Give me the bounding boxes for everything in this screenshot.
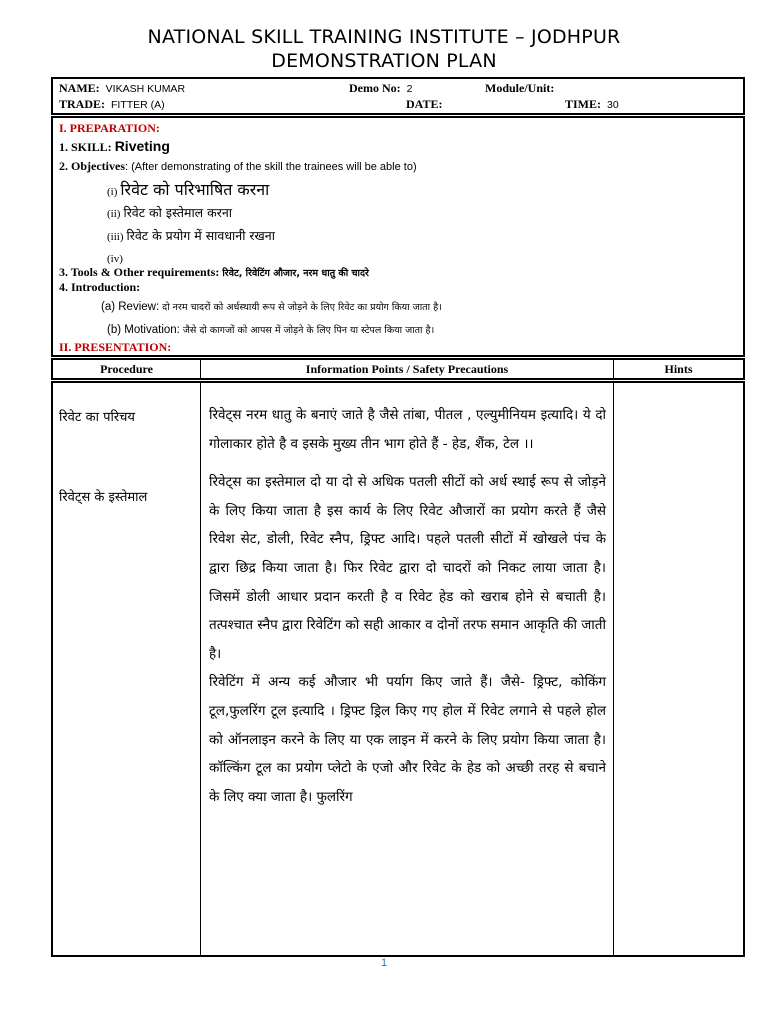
name-label: NAME: [59,81,100,95]
presentation-heading: II. PRESENTATION: [59,340,172,354]
objective-item: (ii) रिवेट को इस्तेमाल करना [107,205,233,220]
date-label: DATE: [406,97,443,111]
objective-item: (i) रिवेट को परिभाषित करना [107,180,270,199]
preparation-heading: I. PREPARATION: [59,121,160,135]
objectives-label: 2. Objectives [59,159,125,173]
skill-label: 1. SKILL: [59,140,112,154]
trade-field [59,97,165,112]
tools-line [59,265,369,280]
tools-value: रिवेट, रिवेटिंग औजार, नरम धातु की चादरे [222,268,369,279]
tools-label: 3. Tools & Other requirements: [59,265,220,279]
info-paragraph: रिवेट्स का इस्तेमाल दो या दो से अधिक पतली सीटों को अर्ध स्थाई रूप से जोड़ने के लिए किया जाता है इस कार्य के लिए रिवेट औजारों का प्रयोग करते हैं जैसे रिवेश सेट, डोली, रिवेट स्नैप, ड्रिफ्ट आदि। पहले पतली सीटों में खोखले पंच के द्वारा छिद्र किया जाता है। फिर रिवेट द्वारा दो चादरों को निकट लाया जाता है। जिसमें डोली आधार प्रदान करती है व रिवेट हेड को खराब होने से बचाती है। तत्पश्चात स्नैप द्वारा रिवेटिंग को सही आकार व दोनों तरफ समान आकृति की जाती है। [209,474,606,662]
preparation-section [51,116,745,357]
procedure-item: रिवेट्स के इस्तेमाल [59,490,148,505]
institute-title: NATIONAL SKILL TRAINING INSTITUTE – JODHPUR [147,26,621,48]
page-number: 1 [380,957,388,969]
introduction-label: 4. Introduction: [59,280,141,294]
plan-title: DEMONSTRATION PLAN [271,50,497,72]
column-divider [613,383,614,955]
review-label: (a) Review: [101,301,160,313]
name-value: VIKASH KUMAR [105,83,186,95]
time-label: TIME: [565,97,601,111]
objectives-note: : (After demonstrating of the skill the trainees will be able to) [124,161,417,173]
column-divider [200,383,201,955]
motivation-text: जैसे दो कागजों को आपस में जोड़ने के लिए पिन या स्टेपल किया जाता है। [182,325,435,336]
name-field [59,81,185,96]
table-header [51,358,745,380]
review-text: दो नरम चादरों को अर्धस्थायी रूप से जोड़ने के लिए रिवेट का प्रयोग किया जाता है। [162,302,442,313]
col-procedure: Procedure [100,362,153,376]
demo-field [349,81,413,96]
review-line [101,299,442,314]
skill-value: Riveting [114,138,170,154]
skill-line [59,138,170,155]
table-body [51,381,745,957]
date-field [406,97,442,112]
trade-label: TRADE: [59,97,106,111]
module-label: Module/Unit: [485,81,555,95]
objective-item: (iv) [107,253,123,265]
motivation-label: (b) Motivation: [107,324,180,336]
info-points [209,401,606,811]
demo-value: 2 [406,83,413,95]
header-box [51,77,745,115]
objectives-line [59,159,417,174]
motivation-line [107,322,434,337]
col-info: Information Points / Safety Precautions [305,362,509,376]
time-field [565,97,619,112]
procedure-item: रिवेट का परिचय [59,410,135,425]
module-field [485,81,554,96]
col-hints: Hints [664,362,693,376]
info-paragraph: रिवेटिंग में अन्य कई औजार भी पर्याग किए जाते हैं। जैसे- ड्रिफ्ट, कोकिंग टूल,फुलरिंग टूल इत्यादि । ड्रिफ्ट ड्रिल किए गए होल में रिवेट लगाने से पहले होल को ऑनलाइन करने के लिए या एक लाइन में करने के लिए प्रयोग किया जाता है। कॉल्किंग टूल का प्रयोग प्लेटो के एजो और रिवेट के हेड को अच्छी तरह से बचाने के लिए क्या जाता है। फुलरिंग [209,674,606,805]
demo-label: Demo No: [349,81,401,95]
time-value: 30 [607,99,619,111]
objective-item: (iii) रिवेट के प्रयोग में सावधानी रखना [107,228,275,243]
trade-value: FITTER (A) [111,99,165,111]
info-paragraph: रिवेट्स नरम धातु के बनाएं जाते है जैसे तांबा, पीतल , एल्युमीनियम इत्यादि। ये दो गोलाकार होते है व इसके मुख्य तीन भाग होते हैं - हेड, शैंक, टेल ।। [209,407,606,452]
